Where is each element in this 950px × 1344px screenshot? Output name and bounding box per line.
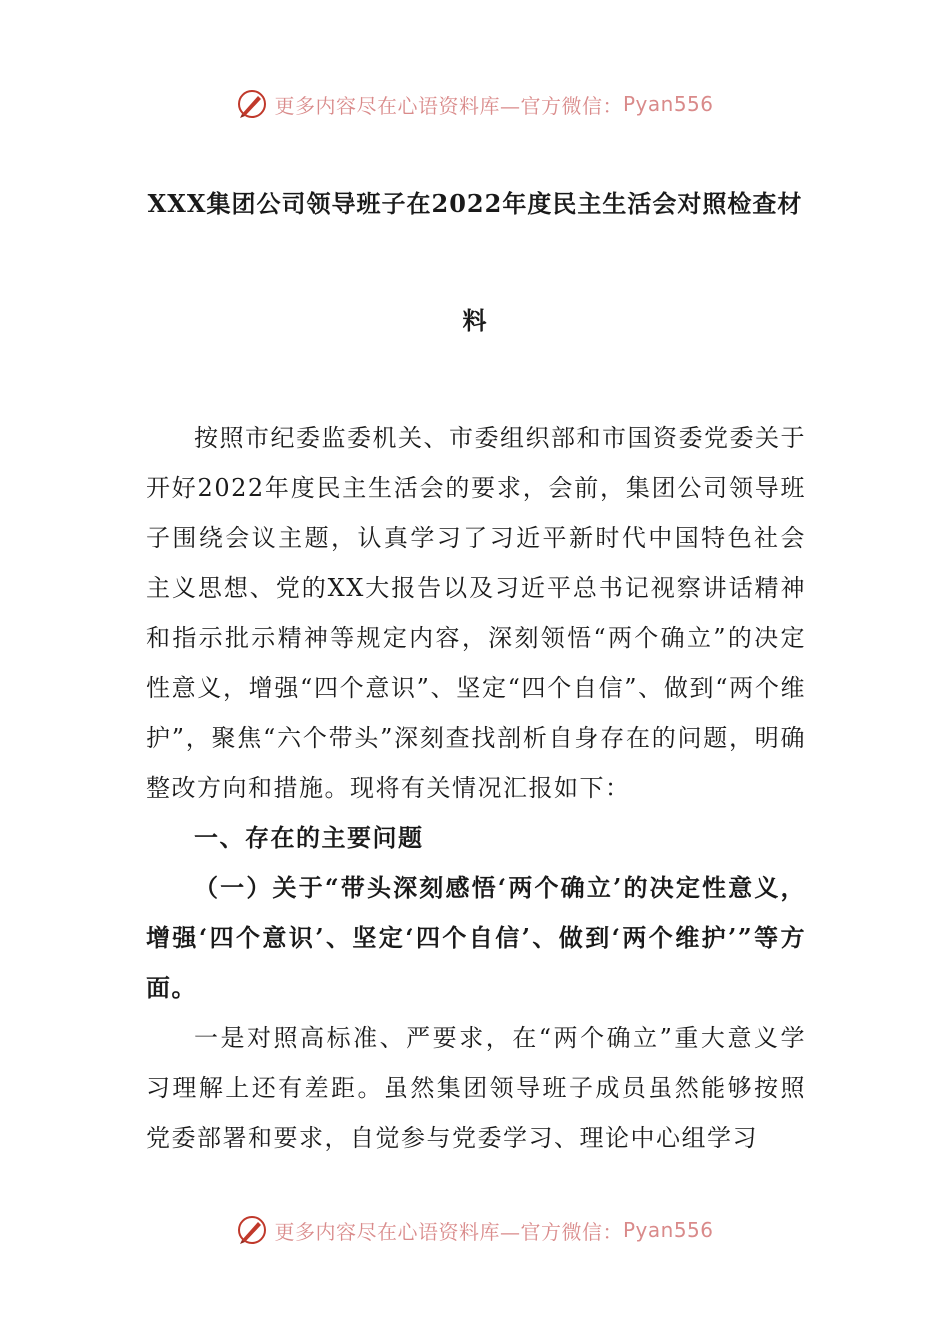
intro-paragraph: 按照市纪委监委机关、市委组织部和市国资委党委关于开好2022年度民主生活会的要求，会前，集团公司领导班子围绕会议主题，认真学习了习近平新时代中国特色社会主义思想、党的XX大报告以及习近平总书记视察讲话精神和指示批示精神等规定内容，深刻领悟“两个确立”的决定性意义，增强“四个意识”、坚定“四个自信”、做到“两个维护”，聚焦“六个带头”深刻查找剖析自身存在的问题，明确整改方向和措施。现将有关情况汇报如下：: [146, 424, 806, 802]
watermark-handle: Pyan556: [622, 1218, 714, 1242]
watermark-text: 更多内容尽在心语资料库—官方微信：: [274, 1219, 623, 1244]
subsection-heading: （一）关于“带头深刻感悟‘两个确立’的决定性意义，增强‘四个意识’、坚定‘四个自信’、做到‘两个维护’”等方面。: [146, 873, 806, 1002]
watermark-footer: [0, 1210, 950, 1250]
pen-circle-logo-icon: [236, 88, 268, 120]
watermark-header: [0, 84, 950, 124]
document-title-continued: 料: [462, 306, 488, 335]
document-title: XXX集团公司领导班子在2022年度民主生活会对照检查材: [147, 189, 803, 218]
pen-circle-logo-icon: [236, 1214, 268, 1246]
watermark-text: 更多内容尽在心语资料库—官方微信：: [274, 93, 623, 118]
body-paragraph: 一是对照高标准、严要求，在“两个确立”重大意义学习理解上还有差距。虽然集团领导班子成员虽然能够按照党委部署和要求，自觉参与党委学习、理论中心组学习: [146, 1024, 806, 1152]
watermark-handle: Pyan556: [622, 92, 714, 116]
document-body: [146, 413, 806, 1163]
section-heading: 一、存在的主要问题: [194, 823, 424, 852]
